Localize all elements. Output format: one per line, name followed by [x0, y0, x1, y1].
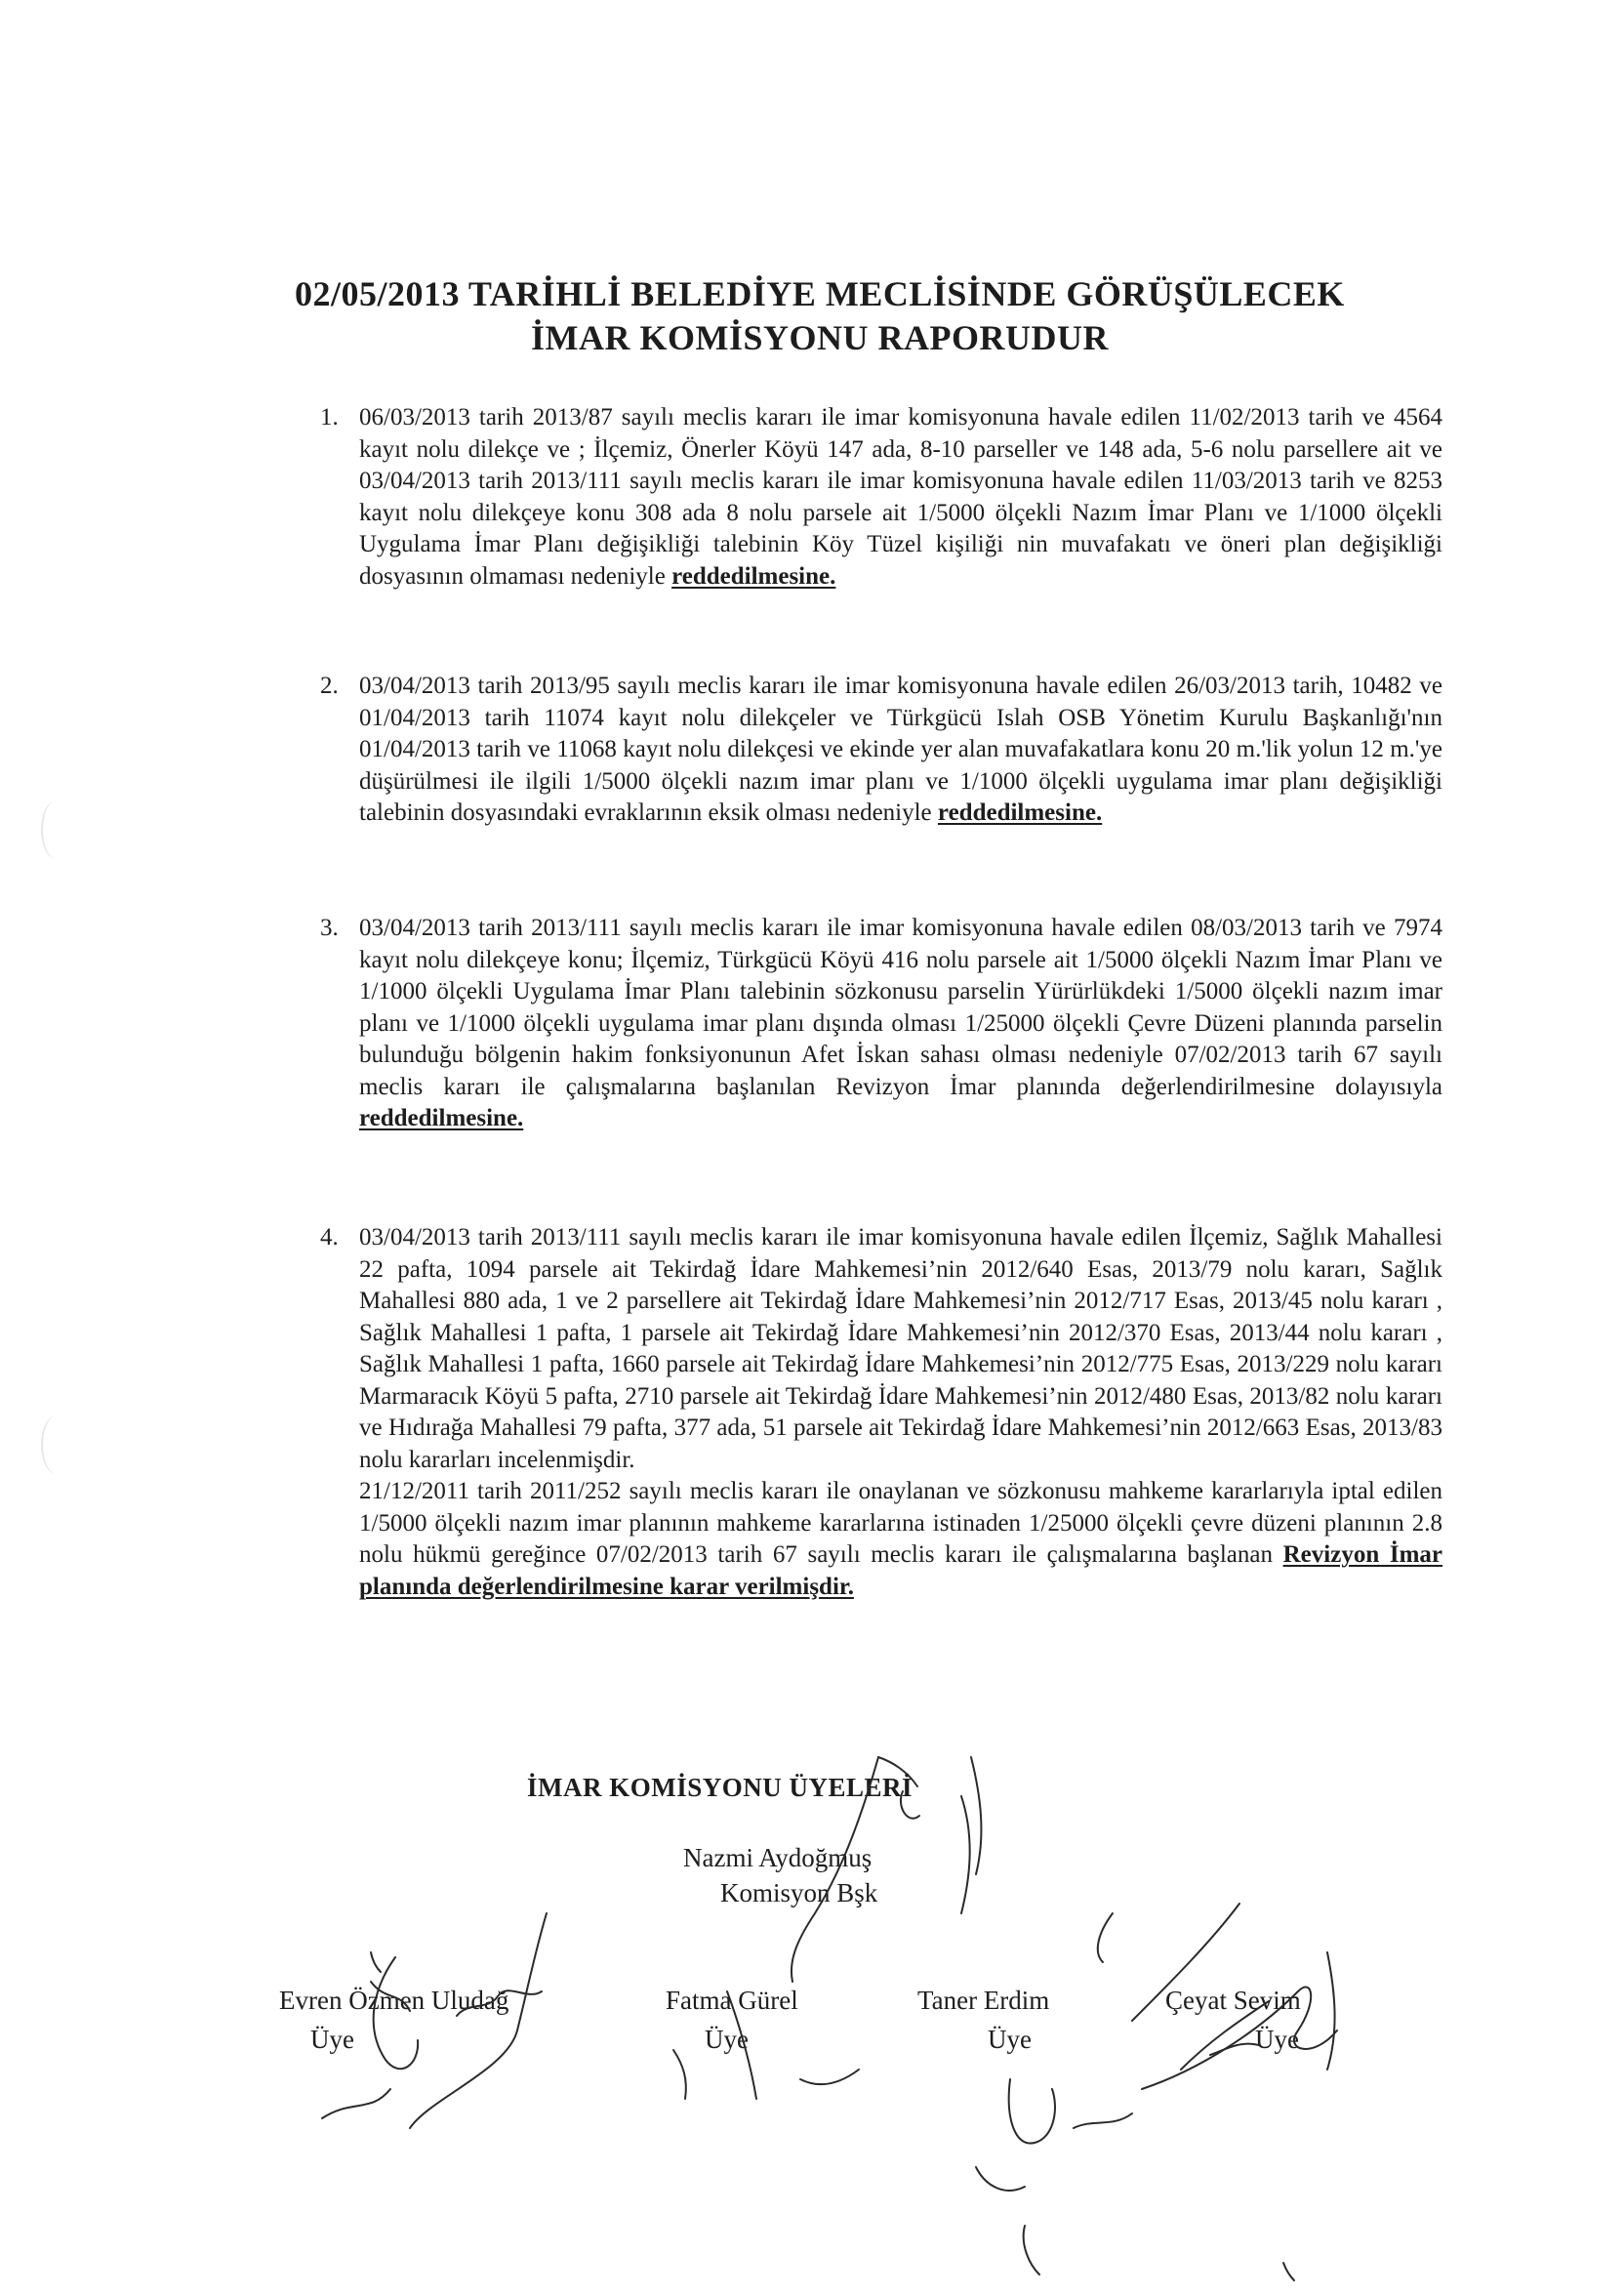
- item-number: 1.: [320, 404, 339, 430]
- signature-stroke: [800, 2070, 859, 2084]
- signature-stroke: [410, 1913, 547, 2128]
- member-name: Çeyat Sevim: [1165, 1986, 1301, 2015]
- signature-stroke: [1098, 1913, 1113, 1962]
- item-decision: reddedilmesine.: [359, 1105, 524, 1131]
- signature-stroke: [1024, 2226, 1039, 2275]
- signature-stroke: [1327, 1952, 1335, 2070]
- item-text-continued: 21/12/2011 tarih 2011/252 sayılı meclis kararı ile onaylanan ve sözkonusu mahkeme kararlarıyla iptal edilen 1/5000 ölçekli nazım imar planının mahkeme kararlarına istinaden 1/25000 ölçekli çevre düzeni planının 2.8 nolu hükmü gereğince 07/02/2013 tarih 67 sayılı meclis kararı ile çalışmalarına başlanan: [359, 1478, 1442, 1568]
- scan-hole-mark: [41, 1415, 72, 1474]
- item-body: [359, 1222, 1442, 1603]
- committee-heading: İMAR KOMİSYONU ÜYELERİ: [527, 1773, 914, 1802]
- member-role: Üye: [1255, 2025, 1299, 2054]
- signature-stroke: [322, 2089, 390, 2118]
- member-role: Üye: [310, 2025, 354, 2054]
- item-text: 06/03/2013 tarih 2013/87 sayılı meclis kararı ile imar komisyonuna havale edilen 11/02/2013 tarih ve 4564 kayıt nolu dilekçe ve ; İlçemiz, Önerler Köyü 147 ada, 8-10 parseller ve 148 ada, 5-6 nolu parsellere ait ve 03/04/2013 tarih 2013/111 sayılı meclis kararı ile imar komisyonuna havale edilen 11/03/2013 tarih ve 8253 kayıt nolu dilekçeye konu 308 ada 8 nolu parsele ait 1/5000 ölçekli Nazım İmar Planı ve 1/1000 ölçekli Uygulama İmar Planı değişikliği talebinin Köy Tüzel kişiliği nin muvafakatı ve öneri plan değişikliği dosyasının olmaması nedeniyle: [359, 404, 1442, 590]
- chair-name: Nazmi Aydoğmuş: [683, 1843, 873, 1872]
- signature-stroke: [1074, 2113, 1132, 2128]
- member-name: Fatma Gürel: [666, 1986, 798, 2015]
- member-name: Taner Erdim: [917, 1986, 1050, 2015]
- signature-stroke: [673, 2050, 686, 2099]
- chair-role: Komisyon Bşk: [720, 1878, 878, 1907]
- member-role: Üye: [705, 2025, 749, 2054]
- item-body: [359, 671, 1442, 830]
- item-body: [359, 402, 1442, 593]
- item-decision: reddedilmesine.: [671, 562, 836, 590]
- member-role: Üye: [988, 2025, 1032, 2054]
- member-name: Evren Özmen Uludağ: [279, 1986, 509, 2015]
- item-number: 2.: [320, 673, 339, 699]
- item-text: 03/04/2013 tarih 2013/111 sayılı meclis kararı ile imar komisyonuna havale edilen İlçemiz, Sağlık Mahallesi 22 pafta, 1094 parsele ait Tekirdağ İdare Mahkemesi’nin 2012/640 Esas, 2013/79 nolu kararı, Sağlık Mahallesi 880 ada, 1 ve 2 parsellere ait Tekirdağ İdare Mahkemesi’nin 2012/717 Esas, 2013/45 nolu kararı , Sağlık Mahallesi 1 pafta, 1 parsele ait Tekirdağ İdare Mahkemesi’nin 2012/370 Esas, 2013/44 nolu kararı , Sağlık Mahallesi 1 pafta, 1660 parsele ait Tekirdağ İdare Mahkemesi’nin 2012/775 Esas, 2013/229 nolu kararı Marmaracık Köyü 5 pafta, 2710 parsele ait Tekirdağ İdare Mahkemesi’nin 2012/480 Esas, 2013/82 nolu kararı ve Hıdırağa Mahallesi 79 pafta, 377 ada, 51 parsele ait Tekirdağ İdare Mahkemesi’nin 2012/663 Esas, 2013/83 nolu kararları incelenmişdir.: [359, 1224, 1442, 1473]
- signature-stroke: [961, 1796, 970, 1913]
- signature-stroke: [371, 1952, 381, 1972]
- item-body: [359, 913, 1442, 1135]
- signature-stroke: [1210, 2044, 1259, 2055]
- item-text: 03/04/2013 tarih 2013/111 sayılı meclis kararı ile imar komisyonuna havale edilen 08/03/2013 tarih ve 7974 kayıt nolu dilekçeye konu; İlçemiz, Türkgücü Köyü 416 nolu parsele ait 1/5000 ölçekli Nazım İmar Planı ve 1/1000 ölçekli Uygulama İmar Planı talebinin sözkonusu parselin Yürürlükdeki 1/5000 ölçekli nazım imar planı ve 1/1000 ölçekli uygulama imar planı dışında olması 1/25000 ölçekli Çevre Düzeni planında parselin bulunduğu bölgenin hakim fonksiyonunun Afet İskan sahası olması nedeniyle 07/02/2013 tarih 67 sayılı meclis kararı ile çalışmalarına başlanılan Revizyon İmar planında değerlendirilmesine dolayısıyla: [359, 915, 1442, 1100]
- document-title-line-2: İMAR KOMİSYONU RAPORUDUR: [531, 318, 1109, 357]
- signature-stroke: [1009, 2079, 1055, 2144]
- signature-stroke: [976, 2167, 1025, 2191]
- signature-stroke: [971, 1757, 981, 1874]
- signature-stroke: [1283, 2263, 1294, 2280]
- scan-hole-mark: [41, 800, 72, 859]
- item-decision: Revizyon İmar planında değerlendirilmesine karar verilmişdir.: [359, 1541, 1442, 1600]
- item-number: 4.: [320, 1224, 339, 1250]
- item-decision: reddedilmesine.: [937, 800, 1103, 826]
- document-title-line-1: 02/05/2013 TARİHLİ BELEDİYE MECLİSİNDE GÖRÜŞÜLECEK: [295, 274, 1345, 313]
- item-text: 03/04/2013 tarih 2013/95 sayılı meclis kararı ile imar komisyonuna havale edilen 26/03/2013 tarih, 10482 ve 01/04/2013 tarih 11074 kayıt nolu dilekçeler ve Türkgücü Islah OSB Yönetim Kurulu Başkanlığı'nın 01/04/2013 tarih ve 11068 kayıt nolu dilekçesi ve ekinde yer alan muvafakatlara konu 20 m.'lik yolun 12 m.'ye düşürülmesi ile ilgili 1/5000 ölçekli nazım imar planı ve 1/1000 ölçekli uygulama imar planı değişikliği talebinin dosyasındaki evraklarının eksik olması nedeniyle: [359, 673, 1442, 826]
- item-number: 3.: [320, 915, 339, 941]
